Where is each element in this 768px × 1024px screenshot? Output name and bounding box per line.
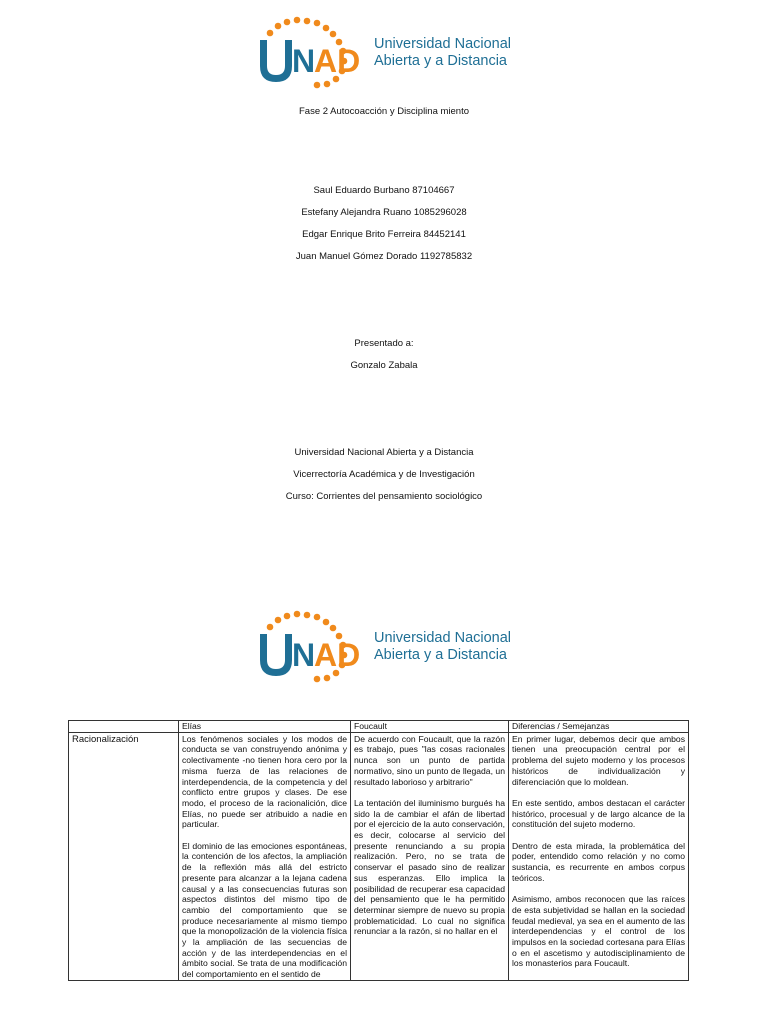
unad-logo-second <box>254 608 516 688</box>
differences-paragraph: Asimismo, ambos reconocen que las raíces de esta subjetividad se hallan en la sociedad feudal medieval, ya sea en el aumento de las interdependencias y el control de los impulsos en la sociedad cortesana para Elías o en el ascetismo y autodisciplinamiento de los monasterios para Foucault. <box>512 894 685 969</box>
svg-text:N: N <box>292 637 316 673</box>
logo-line-2: Abierta y a Distancia <box>374 647 507 663</box>
differences-paragraph: En este sentido, ambos destacan el carácter histórico, procesual y de largo alcance de la constitución del sujeto moderno. <box>512 797 685 830</box>
author-1: Saul Eduardo Burbano 87104667 <box>313 185 455 196</box>
header-empty <box>69 721 179 733</box>
header-elias: Elías <box>179 721 351 733</box>
document-title: Fase 2 Autocoacción y Disciplina miento <box>298 106 470 117</box>
institution: Universidad Nacional Abierta y a Distancia <box>294 447 474 458</box>
table-row <box>69 732 689 980</box>
foucault-paragraph: De acuerdo con Foucault, que la razón es trabajo, pues "las cosas racionales nunca son un punto de partida normativo, sino un punto de llegada, un resultado laborioso y arbitrario" <box>354 733 505 787</box>
author-3: Edgar Enrique Brito Ferreira 84452141 <box>302 229 466 240</box>
author-4: Juan Manuel Gómez Dorado 1192785832 <box>295 251 473 262</box>
elias-cell <box>179 732 351 980</box>
table-header-row <box>69 721 689 733</box>
differences-paragraph: Dentro de esta mirada, la problemática del poder, entendido como relación y no como sustancia, es recurrente en ambos corpus teóricos. <box>512 840 685 883</box>
logo-line-1: Universidad Nacional <box>374 630 512 646</box>
presented-label: Presentado a: <box>354 338 414 349</box>
logo-line-1: Universidad Nacional <box>374 36 512 52</box>
unad-logo-mark <box>254 14 374 94</box>
unad-logo-mark <box>254 608 374 688</box>
elias-paragraph: El dominio de las emociones espontáneas, la contención de los afectos, la ampliación de la reflexión más allá del estricto presente para alcanzar a la lejana cadena causal y a las consecuencias futuras son aspectos distintos del mismo tipo de cambio del comportamiento que se produce necesariamente al mismo tiempo que la monopolización de la violencia física y la ampliación de las secuencias de acción y de las interdependencias en el ámbito social. Se trata de una modificación del comportamiento en el sentido de <box>182 840 347 980</box>
differences-paragraph: En primer lugar, debemos decir que ambos tienen una preocupación central por el problema del sujeto moderno y los procesos históricos de individualización y diferenciación que lo moldean. <box>512 733 685 787</box>
svg-text:AD: AD <box>314 637 361 673</box>
elias-paragraph: Los fenómenos sociales y los modos de conducta se van construyendo anónima y colectivamente -no tienen hora cero por la misma fuerza de las relaciones de interdependencia, de la competencia y del conflicto entre grupos y clases. De ese modo, el proceso de la racionalición, dice Elías, no puede ser atribuido a nadie en particular. <box>182 733 347 830</box>
differences-cell <box>509 732 689 980</box>
header-foucault: Foucault <box>351 721 509 733</box>
course: Curso: Corrientes del pensamiento sociológico <box>285 491 483 502</box>
foucault-paragraph: La tentación del iluminismo burgués ha sido la de cambiar el afán de libertad por el ejercicio de la auto conservación, es decir, colocarse al servicio del presente renunciando a su propia realización. Pero, no se trata de conservar el pasado sino de realizar sus esperanzas. Ello implica la posibilidad de recuperar esa capacidad del pensamiento que le ha permitido determinar siempre de nuevo su propia problematicidad. Lo cual no significa renunciar a la razón, si no hallar en el <box>354 797 505 937</box>
unad-logo-top <box>254 14 516 94</box>
comparison-table <box>68 720 689 981</box>
vice-rectory: Vicerrectoría Académica y de Investigación <box>293 469 475 480</box>
author-2: Estefany Alejandra Ruano 1085296028 <box>301 207 467 218</box>
foucault-cell <box>351 732 509 980</box>
svg-text:N: N <box>292 43 316 79</box>
header-differences: Diferencias / Semejanzas <box>509 721 689 733</box>
logo-line-2: Abierta y a Distancia <box>374 53 507 69</box>
presented-to: Gonzalo Zabala <box>350 360 418 371</box>
row-label: Racionalización <box>69 732 179 980</box>
svg-text:AD: AD <box>314 43 361 79</box>
